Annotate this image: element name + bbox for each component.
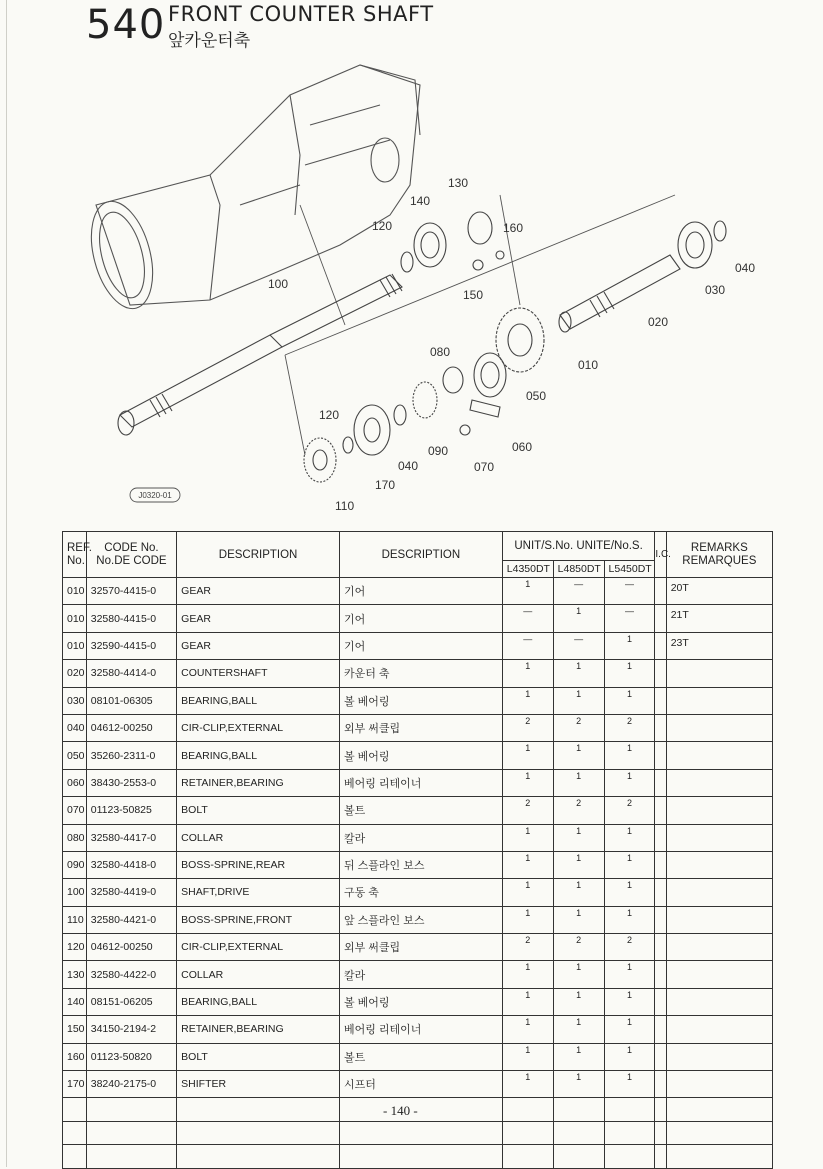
empty-cell bbox=[655, 1098, 666, 1121]
exploded-parts-diagram bbox=[60, 55, 760, 525]
qty-l5450dt-cell: 1 bbox=[604, 879, 655, 906]
remarks-cell bbox=[666, 687, 772, 714]
code-cell: 08151-06205 bbox=[86, 988, 176, 1015]
qty-l5450dt-cell: 1 bbox=[604, 824, 655, 851]
empty-table-row bbox=[63, 1145, 773, 1168]
remarks-cell bbox=[666, 769, 772, 796]
table-row bbox=[63, 687, 773, 714]
qty-l4350dt-cell: 2 bbox=[502, 714, 553, 741]
qty-l5450dt-cell: 1 bbox=[604, 906, 655, 933]
empty-cell bbox=[553, 1098, 604, 1121]
code-cell: 32580-4415-0 bbox=[86, 605, 176, 632]
qty-l5450dt-cell: 2 bbox=[604, 797, 655, 824]
description-cell: BOLT bbox=[177, 1043, 340, 1070]
table-row bbox=[63, 879, 773, 906]
remarks-cell bbox=[666, 1016, 772, 1043]
description-cell: SHIFTER bbox=[177, 1071, 340, 1098]
remarks-cell bbox=[666, 797, 772, 824]
empty-cell bbox=[339, 1121, 502, 1144]
qty-l4350dt-cell: 1 bbox=[502, 988, 553, 1015]
table-row bbox=[63, 660, 773, 687]
korean-description-cell: 앞 스플라인 보스 bbox=[339, 906, 502, 933]
empty-cell bbox=[604, 1121, 655, 1144]
callout-060: 060 bbox=[512, 440, 533, 454]
code-cell: 32580-4414-0 bbox=[86, 660, 176, 687]
header-description-en: DESCRIPTION bbox=[177, 532, 340, 578]
qty-l5450dt-cell: — bbox=[604, 605, 655, 632]
empty-cell bbox=[502, 1145, 553, 1168]
table-row bbox=[63, 714, 773, 741]
qty-l5450dt-cell: 1 bbox=[604, 660, 655, 687]
ref-cell: 130 bbox=[63, 961, 87, 988]
qty-l4350dt-cell: 1 bbox=[502, 851, 553, 878]
qty-l5450dt-cell: 1 bbox=[604, 988, 655, 1015]
empty-cell bbox=[86, 1145, 176, 1168]
korean-description-cell: 칼라 bbox=[339, 961, 502, 988]
ref-cell: 060 bbox=[63, 769, 87, 796]
qty-l4850dt-cell: 1 bbox=[553, 1043, 604, 1070]
empty-cell bbox=[63, 1121, 87, 1144]
qty-l4850dt-cell: 1 bbox=[553, 851, 604, 878]
korean-description-cell: 뒤 스플라인 보스 bbox=[339, 851, 502, 878]
description-cell: BOSS-SPRINE,REAR bbox=[177, 851, 340, 878]
korean-description-cell: 외부 써클립 bbox=[339, 934, 502, 961]
description-cell: GEAR bbox=[177, 578, 340, 605]
ref-cell: 050 bbox=[63, 742, 87, 769]
korean-description-cell: 카운터 축 bbox=[339, 660, 502, 687]
korean-description-cell: 칼라 bbox=[339, 824, 502, 851]
empty-cell bbox=[63, 1145, 87, 1168]
callout-020: 020 bbox=[648, 315, 669, 329]
qty-l4850dt-cell: 1 bbox=[553, 687, 604, 714]
description-cell: GEAR bbox=[177, 632, 340, 659]
header-description-kr: DESCRIPTION bbox=[339, 532, 502, 578]
remarks-cell bbox=[666, 988, 772, 1015]
empty-cell bbox=[177, 1121, 340, 1144]
remarks-cell: 20T bbox=[666, 578, 772, 605]
remarks-cell bbox=[666, 660, 772, 687]
ic-cell bbox=[655, 824, 666, 851]
qty-l4850dt-cell: 2 bbox=[553, 934, 604, 961]
table-row bbox=[63, 797, 773, 824]
callout-010: 010 bbox=[578, 358, 599, 372]
drive-shaft bbox=[118, 274, 402, 435]
page-subtitle-korean: 앞카운터축 bbox=[168, 31, 251, 51]
qty-l4350dt-cell: 1 bbox=[502, 824, 553, 851]
description-cell: BEARING,BALL bbox=[177, 687, 340, 714]
empty-cell bbox=[604, 1145, 655, 1168]
qty-l4850dt-cell: 1 bbox=[553, 824, 604, 851]
ref-cell: 150 bbox=[63, 1016, 87, 1043]
table-row bbox=[63, 1043, 773, 1070]
remarks-cell bbox=[666, 851, 772, 878]
header-unit-l4850dt: L4850DT bbox=[553, 561, 604, 578]
description-cell: COLLAR bbox=[177, 961, 340, 988]
table-row bbox=[63, 1016, 773, 1043]
empty-cell bbox=[86, 1098, 176, 1121]
qty-l5450dt-cell: 1 bbox=[604, 632, 655, 659]
callout-labels bbox=[268, 176, 755, 513]
description-cell: RETAINER,BEARING bbox=[177, 769, 340, 796]
description-cell: COUNTERSHAFT bbox=[177, 660, 340, 687]
qty-l4350dt-cell: 1 bbox=[502, 742, 553, 769]
parts-table-body bbox=[63, 578, 773, 1169]
table-row bbox=[63, 906, 773, 933]
description-cell: BOSS-SPRINE,FRONT bbox=[177, 906, 340, 933]
callout-090: 090 bbox=[428, 444, 449, 458]
ic-cell bbox=[655, 934, 666, 961]
korean-description-cell: 볼 베어링 bbox=[339, 742, 502, 769]
ref-cell: 170 bbox=[63, 1071, 87, 1098]
ic-cell bbox=[655, 605, 666, 632]
qty-l4850dt-cell: 1 bbox=[553, 605, 604, 632]
code-cell: 32590-4415-0 bbox=[86, 632, 176, 659]
qty-l5450dt-cell: 1 bbox=[604, 1043, 655, 1070]
table-row bbox=[63, 934, 773, 961]
code-cell: 32580-4418-0 bbox=[86, 851, 176, 878]
korean-description-cell: 볼 베어링 bbox=[339, 687, 502, 714]
qty-l4350dt-cell: 1 bbox=[502, 961, 553, 988]
qty-l5450dt-cell: 1 bbox=[604, 687, 655, 714]
callout-130: 130 bbox=[448, 176, 469, 190]
qty-l4350dt-cell: 2 bbox=[502, 934, 553, 961]
empty-cell bbox=[502, 1121, 553, 1144]
header-unit: UNIT/S.No. UNITE/No.S. bbox=[502, 532, 655, 561]
description-cell: BEARING,BALL bbox=[177, 988, 340, 1015]
table-row bbox=[63, 988, 773, 1015]
empty-cell bbox=[655, 1145, 666, 1168]
empty-cell bbox=[63, 1098, 87, 1121]
table-row bbox=[63, 632, 773, 659]
description-cell: COLLAR bbox=[177, 824, 340, 851]
korean-description-cell: 구동 축 bbox=[339, 879, 502, 906]
qty-l4850dt-cell: 1 bbox=[553, 1071, 604, 1098]
korean-description-cell: 볼트 bbox=[339, 797, 502, 824]
section-number: 540 bbox=[86, 2, 166, 48]
ic-cell bbox=[655, 578, 666, 605]
code-cell: 38430-2553-0 bbox=[86, 769, 176, 796]
ref-cell: 010 bbox=[63, 632, 87, 659]
page-title: FRONT COUNTER SHAFT bbox=[168, 2, 434, 26]
korean-description-cell: 볼 베어링 bbox=[339, 988, 502, 1015]
empty-cell bbox=[655, 1121, 666, 1144]
korean-description-cell: 외부 써클립 bbox=[339, 714, 502, 741]
qty-l4850dt-cell: 1 bbox=[553, 660, 604, 687]
callout-030: 030 bbox=[705, 283, 726, 297]
figure-code-badge bbox=[130, 488, 180, 502]
ic-cell bbox=[655, 1071, 666, 1098]
empty-cell bbox=[553, 1145, 604, 1168]
table-row bbox=[63, 1071, 773, 1098]
empty-cell bbox=[553, 1121, 604, 1144]
description-cell: GEAR bbox=[177, 605, 340, 632]
qty-l5450dt-cell: 1 bbox=[604, 769, 655, 796]
korean-description-cell: 기어 bbox=[339, 578, 502, 605]
korean-description-cell: 기어 bbox=[339, 605, 502, 632]
page-edge bbox=[6, 0, 7, 1167]
korean-description-cell: 시프터 bbox=[339, 1071, 502, 1098]
korean-description-cell: 베어링 리테이너 bbox=[339, 769, 502, 796]
qty-l4850dt-cell: 1 bbox=[553, 961, 604, 988]
remarks-cell: 23T bbox=[666, 632, 772, 659]
code-cell: 34150-2194-2 bbox=[86, 1016, 176, 1043]
empty-table-row bbox=[63, 1121, 773, 1144]
code-cell: 32580-4421-0 bbox=[86, 906, 176, 933]
korean-description-cell: 베어링 리테이너 bbox=[339, 1016, 502, 1043]
qty-l4350dt-cell: — bbox=[502, 632, 553, 659]
empty-cell bbox=[177, 1098, 340, 1121]
ref-cell: 080 bbox=[63, 824, 87, 851]
korean-description-cell: 볼트 bbox=[339, 1043, 502, 1070]
header-unit-l4350dt: L4350DT bbox=[502, 561, 553, 578]
callout-110: 110 bbox=[335, 499, 355, 513]
code-cell: 04612-00250 bbox=[86, 714, 176, 741]
qty-l4350dt-cell: 1 bbox=[502, 1016, 553, 1043]
remarks-cell bbox=[666, 1071, 772, 1098]
qty-l4850dt-cell: 1 bbox=[553, 906, 604, 933]
remarks-cell bbox=[666, 879, 772, 906]
remarks-cell bbox=[666, 742, 772, 769]
ref-cell: 100 bbox=[63, 879, 87, 906]
callout-120: 120 bbox=[372, 219, 393, 233]
ref-cell: 160 bbox=[63, 1043, 87, 1070]
ref-cell: 120 bbox=[63, 934, 87, 961]
qty-l4850dt-cell: 1 bbox=[553, 879, 604, 906]
code-cell: 38240-2175-0 bbox=[86, 1071, 176, 1098]
callout-070: 070 bbox=[474, 460, 495, 474]
korean-description-cell: 기어 bbox=[339, 632, 502, 659]
ref-cell: 040 bbox=[63, 714, 87, 741]
header-code: CODE No. No.DE CODE bbox=[86, 532, 176, 578]
callout-100: 100 bbox=[268, 277, 289, 291]
header-remarks: REMARKS REMARQUES bbox=[666, 532, 772, 578]
qty-l4350dt-cell: 1 bbox=[502, 687, 553, 714]
assembly-guide-lines bbox=[285, 195, 675, 455]
description-cell: SHAFT,DRIVE bbox=[177, 879, 340, 906]
table-row bbox=[63, 605, 773, 632]
ref-cell: 070 bbox=[63, 797, 87, 824]
empty-cell bbox=[177, 1145, 340, 1168]
ic-cell bbox=[655, 797, 666, 824]
ic-cell bbox=[655, 879, 666, 906]
empty-cell bbox=[666, 1121, 772, 1144]
qty-l5450dt-cell: — bbox=[604, 578, 655, 605]
figure-code: J0320-01 bbox=[138, 491, 172, 500]
qty-l4850dt-cell: 2 bbox=[553, 714, 604, 741]
empty-cell bbox=[666, 1145, 772, 1168]
description-cell: BEARING,BALL bbox=[177, 742, 340, 769]
description-cell: RETAINER,BEARING bbox=[177, 1016, 340, 1043]
ic-cell bbox=[655, 906, 666, 933]
ic-cell bbox=[655, 851, 666, 878]
table-row bbox=[63, 961, 773, 988]
ic-cell bbox=[655, 988, 666, 1015]
ref-cell: 010 bbox=[63, 605, 87, 632]
table-row bbox=[63, 769, 773, 796]
page-number: - 140 - bbox=[383, 1103, 418, 1118]
code-cell: 04612-00250 bbox=[86, 934, 176, 961]
qty-l4350dt-cell: 1 bbox=[502, 906, 553, 933]
qty-l4850dt-cell: 1 bbox=[553, 988, 604, 1015]
qty-l5450dt-cell: 1 bbox=[604, 1071, 655, 1098]
qty-l5450dt-cell: 2 bbox=[604, 714, 655, 741]
ref-cell: 010 bbox=[63, 578, 87, 605]
qty-l5450dt-cell: 1 bbox=[604, 742, 655, 769]
callout-040-lower: 040 bbox=[398, 459, 419, 473]
code-cell: 35260-2311-0 bbox=[86, 742, 176, 769]
ic-cell bbox=[655, 714, 666, 741]
ic-cell bbox=[655, 961, 666, 988]
code-cell: 01123-50825 bbox=[86, 797, 176, 824]
remarks-cell bbox=[666, 824, 772, 851]
code-cell: 08101-06305 bbox=[86, 687, 176, 714]
qty-l4350dt-cell: 1 bbox=[502, 1043, 553, 1070]
ic-cell bbox=[655, 742, 666, 769]
remarks-cell: 21T bbox=[666, 605, 772, 632]
qty-l4850dt-cell: 2 bbox=[553, 797, 604, 824]
qty-l5450dt-cell: 1 bbox=[604, 961, 655, 988]
qty-l4350dt-cell: — bbox=[502, 605, 553, 632]
header-unit-l5450dt: L5450DT bbox=[604, 561, 655, 578]
description-cell: CIR-CLIP,EXTERNAL bbox=[177, 714, 340, 741]
code-cell: 32570-4415-0 bbox=[86, 578, 176, 605]
description-cell: BOLT bbox=[177, 797, 340, 824]
qty-l5450dt-cell: 1 bbox=[604, 1016, 655, 1043]
ic-cell bbox=[655, 687, 666, 714]
ic-cell bbox=[655, 769, 666, 796]
parts-table bbox=[62, 531, 773, 1169]
callout-140: 140 bbox=[410, 194, 431, 208]
qty-l4350dt-cell: 1 bbox=[502, 769, 553, 796]
ref-cell: 090 bbox=[63, 851, 87, 878]
header-ref: REF. No. bbox=[63, 532, 87, 578]
qty-l5450dt-cell: 1 bbox=[604, 851, 655, 878]
ref-cell: 140 bbox=[63, 988, 87, 1015]
ic-cell bbox=[655, 1016, 666, 1043]
qty-l4350dt-cell: 1 bbox=[502, 578, 553, 605]
remarks-cell bbox=[666, 906, 772, 933]
empty-cell bbox=[502, 1098, 553, 1121]
ref-cell: 030 bbox=[63, 687, 87, 714]
qty-l4850dt-cell: — bbox=[553, 632, 604, 659]
empty-cell bbox=[86, 1121, 176, 1144]
empty-cell bbox=[604, 1098, 655, 1121]
callout-150: 150 bbox=[463, 288, 484, 302]
table-row bbox=[63, 824, 773, 851]
code-cell: 32580-4419-0 bbox=[86, 879, 176, 906]
ref-cell: 020 bbox=[63, 660, 87, 687]
empty-cell bbox=[666, 1098, 772, 1121]
code-cell: 32580-4417-0 bbox=[86, 824, 176, 851]
qty-l4350dt-cell: 1 bbox=[502, 1071, 553, 1098]
code-cell: 32580-4422-0 bbox=[86, 961, 176, 988]
empty-cell bbox=[339, 1145, 502, 1168]
qty-l4850dt-cell: 1 bbox=[553, 1016, 604, 1043]
qty-l4350dt-cell: 1 bbox=[502, 879, 553, 906]
remarks-cell bbox=[666, 714, 772, 741]
qty-l4350dt-cell: 1 bbox=[502, 660, 553, 687]
header-ic: I.C. bbox=[655, 532, 666, 578]
ic-cell bbox=[655, 632, 666, 659]
remarks-cell bbox=[666, 1043, 772, 1070]
ic-cell bbox=[655, 660, 666, 687]
table-row bbox=[63, 851, 773, 878]
qty-l4850dt-cell: 1 bbox=[553, 742, 604, 769]
table-row bbox=[63, 578, 773, 605]
ref-cell: 110 bbox=[63, 906, 87, 933]
description-cell: CIR-CLIP,EXTERNAL bbox=[177, 934, 340, 961]
qty-l5450dt-cell: 2 bbox=[604, 934, 655, 961]
ic-cell bbox=[655, 1043, 666, 1070]
callout-160: 160 bbox=[503, 221, 524, 235]
empty-cell bbox=[339, 1098, 502, 1121]
qty-l4850dt-cell: — bbox=[553, 578, 604, 605]
qty-l4850dt-cell: 1 bbox=[553, 769, 604, 796]
callout-040: 040 bbox=[735, 261, 756, 275]
callout-120-lower: 120 bbox=[319, 408, 340, 422]
callout-080: 080 bbox=[430, 345, 451, 359]
table-row bbox=[63, 742, 773, 769]
code-cell: 01123-50820 bbox=[86, 1043, 176, 1070]
callout-050: 050 bbox=[526, 389, 547, 403]
callout-170: 170 bbox=[375, 478, 396, 492]
remarks-cell bbox=[666, 961, 772, 988]
qty-l4350dt-cell: 2 bbox=[502, 797, 553, 824]
remarks-cell bbox=[666, 934, 772, 961]
transmission-housing bbox=[81, 65, 420, 315]
